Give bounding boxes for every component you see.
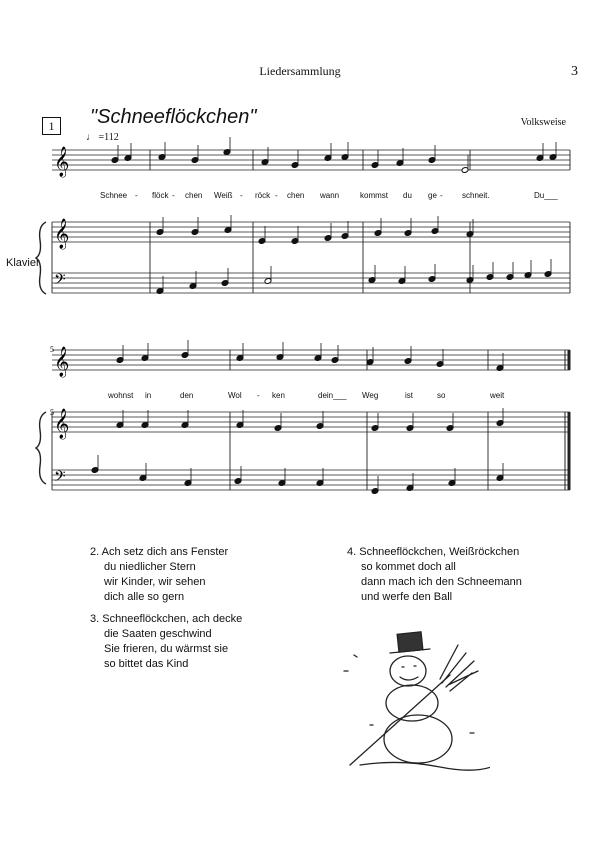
song-title: "Schneeflöckchen": [90, 106, 257, 128]
lyric-syllable: -: [257, 391, 260, 400]
verse-line: so kommet doch all: [361, 561, 456, 573]
verse-line: 2. Ach setz dich ans Fenster: [90, 546, 229, 558]
lyric-syllable: du: [403, 191, 412, 200]
lyric-syllable: röck: [255, 191, 271, 200]
treble-clef-glyph: 𝄞: [54, 347, 70, 377]
lyric-syllable: ge: [428, 191, 437, 200]
lyric-syllable: wann: [320, 191, 340, 200]
verse-line: du niedlicher Stern: [104, 561, 196, 573]
staff-lines: [52, 150, 570, 490]
verse-2: [90, 545, 228, 605]
piano-braces: [36, 222, 46, 484]
bass-clef-glyph: 𝄢: [54, 271, 66, 292]
verse-line: dich alle so gern: [104, 591, 185, 603]
measure-number-piano: 5: [50, 408, 54, 417]
verse-line: die Saaten geschwind: [104, 628, 212, 640]
lyric-syllable: ken: [272, 391, 285, 400]
lyric-syllable: Weg: [362, 391, 379, 400]
measure-number: 5: [50, 345, 54, 354]
verse-line: so bittet das Kind: [104, 658, 189, 670]
verse-line: 4. Schneeflöckchen, Weißröckchen: [347, 546, 520, 558]
lyric-syllable: ist: [405, 391, 413, 400]
page-number: 3: [571, 64, 578, 79]
barlines: [52, 150, 570, 490]
lyric-syllable: Wol: [228, 391, 242, 400]
lyric-syllable: -: [440, 191, 443, 200]
lyric-syllable: dein___: [318, 391, 347, 400]
bass-clef-glyph: 𝄢: [54, 468, 66, 489]
tempo-marking: ♩ =112: [86, 132, 119, 143]
song-number-box: 1: [42, 117, 61, 135]
lyric-syllable: flöck: [152, 191, 169, 200]
verse-line: wir Kinder, wir sehen: [104, 576, 206, 588]
lyric-syllable: -: [240, 191, 243, 200]
verse-line: 3. Schneeflöckchen, ach decke: [90, 613, 243, 625]
treble-clef-glyph: 𝄞: [54, 147, 70, 177]
lyric-syllable: Weiß: [214, 191, 233, 200]
lyric-syllable: schneit.: [462, 191, 490, 200]
verse-line: Sie frieren, du wärmst sie: [104, 643, 229, 655]
lyric-syllable: in: [145, 391, 152, 400]
snowman-sketch: [330, 625, 490, 775]
brace: [36, 412, 46, 484]
treble-clef-glyph: 𝄞: [54, 219, 70, 249]
verse-4: [347, 545, 522, 605]
lyric-syllable: wohnst: [108, 391, 134, 400]
treble-clef-glyph: 𝄞: [54, 409, 70, 439]
verse-line: dann mach ich den Schneemann: [361, 576, 522, 588]
lyric-syllable: den: [180, 391, 194, 400]
lyric-syllable: weit: [490, 391, 505, 400]
lyric-syllable: -: [135, 191, 138, 200]
clefs: [54, 146, 69, 489]
lyric-syllable: so: [437, 391, 446, 400]
lyric-syllable: chen: [287, 191, 305, 200]
lyric-syllable: -: [275, 191, 278, 200]
verse-line: und werfe den Ball: [361, 591, 453, 603]
lyric-syllable: -: [172, 191, 175, 200]
page-header-title: Liedersammlung: [259, 64, 341, 78]
lyric-syllable: chen: [185, 191, 203, 200]
brace: [36, 222, 46, 294]
instrument-label: Klavier: [6, 257, 40, 269]
lyric-syllable: Du___: [534, 191, 558, 200]
lyric-syllable: kommst: [360, 191, 388, 200]
composer-credit: Volksweise: [520, 117, 566, 128]
lyric-syllable: Schnee: [100, 191, 128, 200]
verse-3: [90, 612, 242, 672]
